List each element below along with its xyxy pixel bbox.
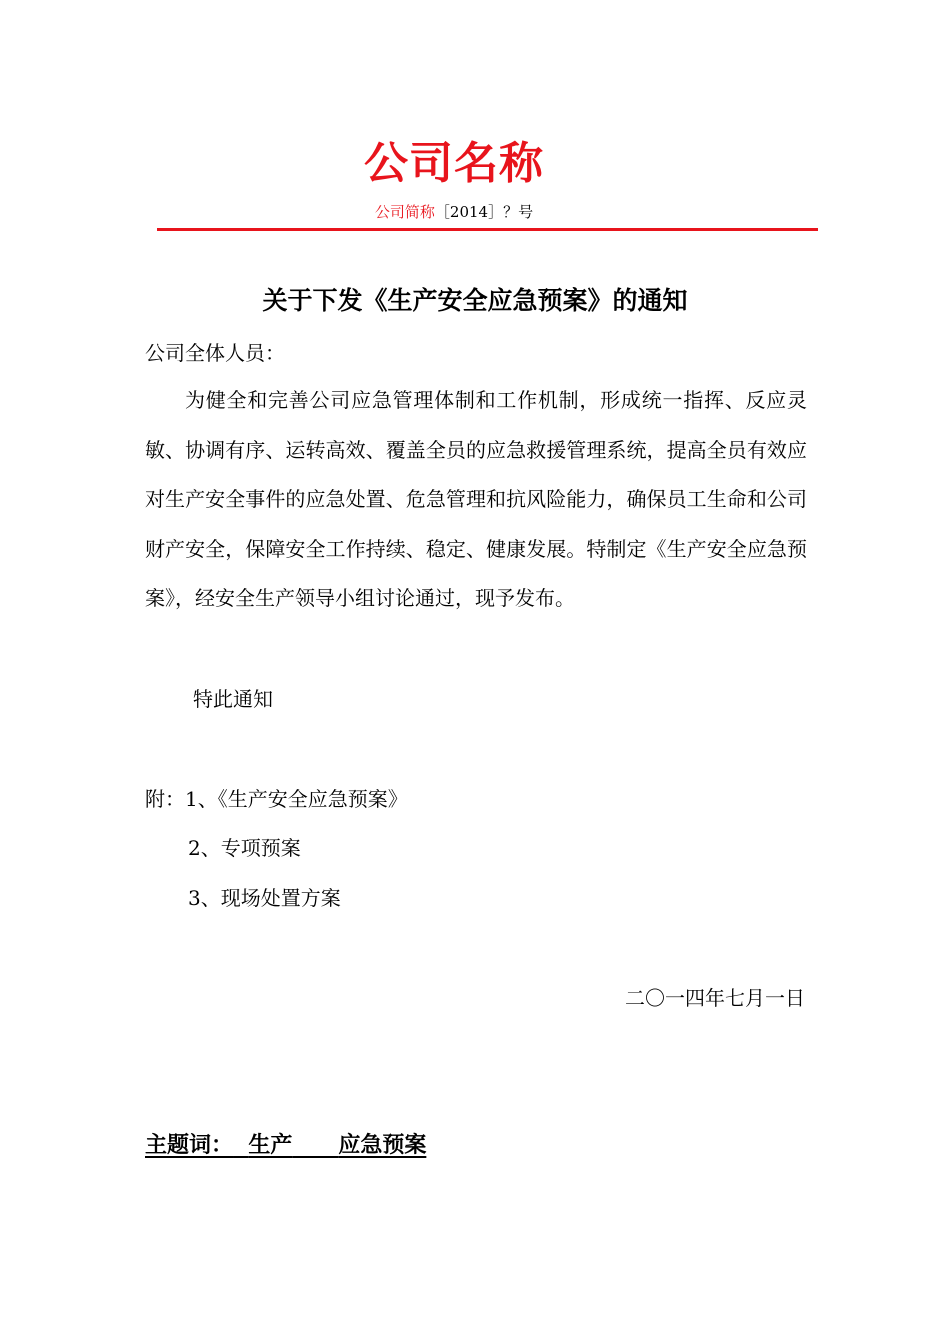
salutation: 公司全体人员： (145, 341, 285, 365)
body-paragraph: 为健全和完善公司应急管理体制和工作机制，形成统一指挥、反应灵敏、协调有序、运转高效、覆盖全员的应急救援管理系统，提高全员有效应对生产安全事件的应急处置、危急管理和抗风险能力，确保员工生命和公司财产安全，保障安全工作持续、稳定、健康发展。特制定《生产安全应急预案》，经安全生产领导小组讨论通过，现予发布。 (145, 388, 807, 611)
issue-date: 二〇一四年七月一日 (625, 986, 805, 1010)
attachment-item-3: 3、现场处置方案 (188, 886, 341, 910)
subject-keywords (145, 1130, 426, 1162)
header-divider (157, 228, 818, 231)
subject-word-1: 生产 (248, 1133, 293, 1158)
subject-label: 主题词： (145, 1133, 234, 1158)
attachment-item-1: 附：1、《生产安全应急预案》 (145, 787, 408, 811)
subject-word-2: 应急预案 (338, 1133, 427, 1158)
closing-text: 特此通知 (193, 687, 273, 711)
attachment-item-2: 2、专项预案 (188, 836, 301, 860)
document-number-value: ［2014］？号 (434, 203, 534, 221)
company-abbreviation: 公司简称 (374, 203, 435, 221)
company-name: 公司名称 (364, 138, 544, 189)
notice-title: 关于下发《生产安全应急预案》的通知 (262, 286, 688, 315)
document-number (0, 201, 908, 223)
